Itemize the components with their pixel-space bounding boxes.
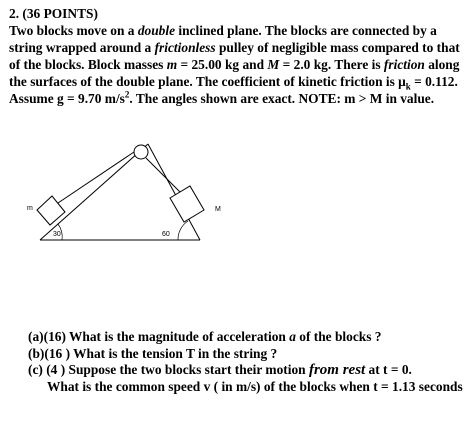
questions [28, 329, 468, 395]
angle-arc-right [178, 221, 188, 240]
question-a: (a)(16) What is the magnitude of acceleration a of the blocks ? [28, 329, 382, 344]
string-left [58, 150, 137, 203]
problem-text: Two blocks move on a double inclined plane. The blocks are connected by a string wrapped around a frictionless pulley of negligible mass compared to that of the blocks. Block masses m = 25.00 kg and M = 2.0 kg. There is friction along the surfaces of the double plane. The coefficient of kinetic friction is $\mu_k = 0.112$. Assume g = 9.70 $m/s^2$. The angles shown are exact. NOTE: m > M in value. [9, 23, 460, 106]
pulley [134, 145, 148, 159]
problem-heading: 2. (36 POINTS) [9, 6, 98, 21]
block-M [170, 186, 204, 222]
problem-statement [9, 5, 467, 107]
label-m: m [27, 205, 33, 212]
angle-label-30: 30 [53, 231, 61, 238]
label-M: M [215, 206, 221, 213]
angle-label-60: 60 [162, 231, 170, 238]
string-right [146, 158, 180, 192]
left-incline [40, 144, 148, 240]
question-b: (b)(16 ) What is the tension T in the string ? [28, 345, 278, 361]
double-incline-diagram [0, 130, 474, 250]
block-m [37, 196, 65, 225]
question-c-continued: What is the common speed v ( in m/s) of the blocks when t = 1.13 seconds [47, 378, 463, 394]
question-c: (c) (4 ) Suppose the two blocks start their motion from rest at t = 0. [28, 362, 412, 378]
